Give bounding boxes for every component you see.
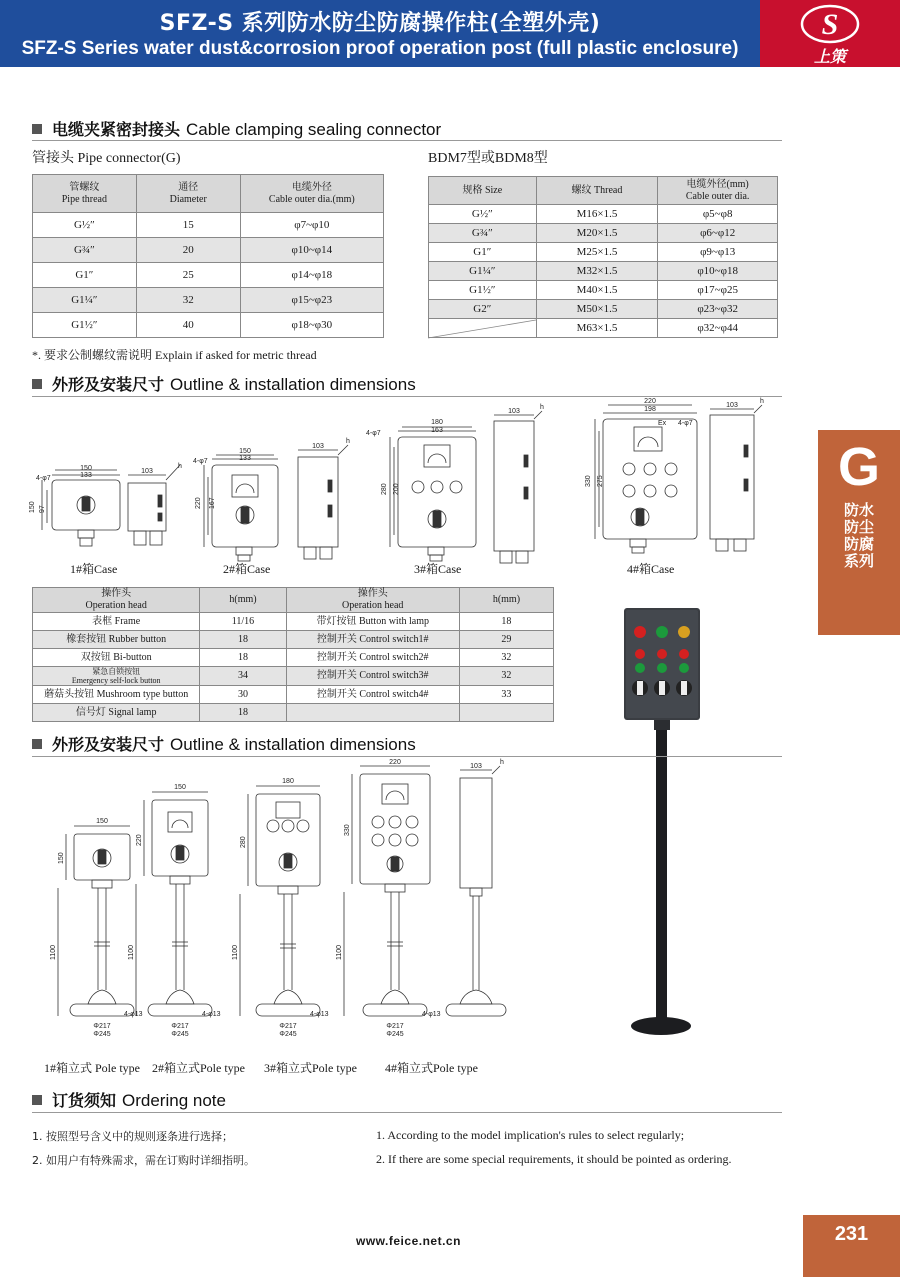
svg-text:Φ217: Φ217 <box>386 1023 404 1030</box>
c1-h1: 150 <box>29 501 36 513</box>
svg-text:Φ217: Φ217 <box>279 1023 297 1030</box>
svg-text:4-φ13: 4-φ13 <box>202 1011 221 1018</box>
website-url[interactable]: www.feice.net.cn <box>356 1234 461 1248</box>
operation-head-table <box>32 587 554 722</box>
table-row <box>33 213 384 238</box>
svg-text:330: 330 <box>344 824 351 836</box>
c2-w2: 133 <box>239 455 251 462</box>
table-cell: 29 <box>459 631 553 649</box>
pipe-connector-table <box>32 174 384 338</box>
table-cell: 控制开关 Control switch3# <box>286 667 459 686</box>
table-cell: M63×1.5 <box>536 319 658 338</box>
table-row <box>429 262 778 281</box>
table-cell: 橡套按钮 Rubber button <box>33 631 200 649</box>
table-cell: φ17~φ25 <box>658 281 778 300</box>
table-cell: φ7~φ10 <box>240 213 383 238</box>
svg-text:Φ245: Φ245 <box>386 1031 404 1038</box>
c3-w2: 163 <box>431 427 443 434</box>
table-header-cell: 电缆外径 Cable outer dia.(mm) <box>240 175 383 213</box>
table-cell: 18 <box>200 704 286 722</box>
c2-hole: 4-φ7 <box>193 458 208 465</box>
svg-text:Φ217: Φ217 <box>93 1023 111 1030</box>
c1-w2: 133 <box>80 472 92 479</box>
c3-h: h <box>540 404 544 411</box>
table-cell: 双按钮 Bi-button <box>33 649 200 667</box>
svg-text:Φ217: Φ217 <box>171 1023 189 1030</box>
c4-h: h <box>760 398 764 405</box>
table-cell: 20 <box>136 238 240 263</box>
c3-h2: 200 <box>393 483 400 495</box>
logo-text: 上策 <box>813 47 846 66</box>
title-en: SFZ-S Series water dust&corrosion proof operation post (full plastic enclosure) <box>21 38 739 59</box>
svg-text:Φ245: Φ245 <box>93 1031 111 1038</box>
category-letter: G <box>837 437 880 497</box>
table-row <box>33 613 554 631</box>
table-cell: 18 <box>200 649 286 667</box>
table-cell <box>459 704 553 722</box>
logo-s-icon <box>760 0 900 48</box>
order-note-en-2: 2. If there are some special requirements, it should be pointed as ordering. <box>376 1152 732 1166</box>
table-cell: M50×1.5 <box>536 300 658 319</box>
svg-text:Φ245: Φ245 <box>171 1031 189 1038</box>
c3-h1: 280 <box>381 483 388 495</box>
page-number: 231 <box>834 1223 869 1245</box>
c1-h2: 97 <box>39 505 46 513</box>
table-cell: φ14~φ18 <box>240 263 383 288</box>
table-cell: 紧急自锁按钮 Emergency self-lock button <box>33 667 200 686</box>
table-header-cell: 通径 Diameter <box>136 175 240 213</box>
table-cell: 30 <box>200 686 286 704</box>
table-cell: φ18~φ30 <box>240 313 383 338</box>
table-cell: M25×1.5 <box>536 243 658 262</box>
table-cell: 表框 Frame <box>33 613 200 631</box>
svg-text:103: 103 <box>470 763 482 770</box>
table-cell: M16×1.5 <box>536 205 658 224</box>
section-heading-outline: 外形及安装尺寸 Outline & installation dimensions <box>32 372 416 395</box>
table-cell: 控制开关 Control switch2# <box>286 649 459 667</box>
table-header-cell: 管螺纹 Pipe thread <box>33 175 137 213</box>
table-cell: φ6~φ12 <box>658 224 778 243</box>
order-note-cn-1: 1. 按照型号含义中的规则逐条进行选择； <box>32 1130 233 1143</box>
table-row <box>429 300 778 319</box>
c4-hole: 4-φ7 <box>678 420 693 427</box>
c4-w2: 198 <box>644 406 656 413</box>
table-cell: G½″ <box>429 205 537 224</box>
c2-h: h <box>346 438 350 445</box>
order-note-en-1: 1. According to the model implication's rules to select regularly; <box>376 1128 685 1142</box>
c2-depth: 103 <box>312 443 324 450</box>
table-cell: φ10~φ14 <box>240 238 383 263</box>
table-cell: G1¼″ <box>33 288 137 313</box>
table-cell: G½″ <box>33 213 137 238</box>
table-cell: φ9~φ13 <box>658 243 778 262</box>
table-cell: G1½″ <box>429 281 537 300</box>
header-bar <box>0 0 760 67</box>
c3-w1: 180 <box>431 419 443 426</box>
svg-text:280: 280 <box>240 836 247 848</box>
c4-depth: 103 <box>726 402 738 409</box>
table-cell: 25 <box>136 263 240 288</box>
c1-depth: 103 <box>141 468 153 475</box>
table-cell: 11/16 <box>200 613 286 631</box>
table-row <box>429 224 778 243</box>
c1-h: h <box>178 463 182 470</box>
c3-hole: 4-φ7 <box>366 430 381 437</box>
svg-text:180: 180 <box>282 778 294 785</box>
case-1-caption: 1#箱Case <box>70 562 118 576</box>
table-row <box>33 263 384 288</box>
metric-thread-footnote: *. 要求公制螺纹需说明 Explain if asked for metric thread <box>32 348 317 362</box>
c2-h1: 220 <box>195 497 202 509</box>
table-header-cell: 螺纹 Thread <box>536 177 658 205</box>
divider <box>32 756 782 757</box>
svg-text:S: S <box>821 8 839 41</box>
page-number-box <box>803 1215 900 1277</box>
table-cell: G1″ <box>33 263 137 288</box>
svg-text:220: 220 <box>136 834 143 846</box>
svg-text:4-φ13: 4-φ13 <box>124 1011 143 1018</box>
operation-post-photo <box>616 608 706 1038</box>
svg-text:Φ245: Φ245 <box>279 1031 297 1038</box>
pole-2-caption: 2#箱立式Pole type <box>152 1061 245 1075</box>
c2-w1: 150 <box>239 448 251 455</box>
section-heading-connector: 电缆夹紧密封接头 Cable clamping sealing connector <box>32 117 441 140</box>
table-cell: φ32~φ44 <box>658 319 778 338</box>
divider <box>32 140 782 141</box>
pole-1-caption: 1#箱立式 Pole type <box>44 1061 140 1075</box>
bdm-table <box>428 176 778 338</box>
divider <box>32 1112 782 1113</box>
case-4-caption: 4#箱Case <box>627 562 675 576</box>
table-cell: G1″ <box>429 243 537 262</box>
table-cell: φ15~φ23 <box>240 288 383 313</box>
table-cell: 32 <box>459 667 553 686</box>
pole-4-caption: 4#箱立式Pole type <box>385 1061 478 1075</box>
table-cell: M20×1.5 <box>536 224 658 243</box>
c4-h1: 330 <box>585 475 592 487</box>
table-cell: 32 <box>136 288 240 313</box>
section-heading-ordering: 订货须知 Ordering note <box>32 1088 226 1111</box>
table-cell: M40×1.5 <box>536 281 658 300</box>
table-cell: 15 <box>136 213 240 238</box>
lamp-red-icon <box>634 626 646 638</box>
table-header-cell: 电缆外径(mm) Cable outer dia. <box>658 177 778 205</box>
title-cn: SFZ-S 系列防水防尘防腐操作柱(全塑外壳) <box>159 11 601 36</box>
table-cell: 18 <box>200 631 286 649</box>
svg-text:150: 150 <box>96 818 108 825</box>
svg-text:1100: 1100 <box>128 944 135 960</box>
case-3-caption: 3#箱Case <box>414 562 462 576</box>
table-row <box>33 313 384 338</box>
table-cell: 控制开关 Control switch4# <box>286 686 459 704</box>
table-cell: φ10~φ18 <box>658 262 778 281</box>
table-cell: 带灯按钮 Button with lamp <box>286 613 459 631</box>
c1-w1: 150 <box>80 465 92 472</box>
table-header-cell: h(mm) <box>200 588 286 613</box>
order-note-cn-2: 2. 如用户有特殊需求，需在订购时详细指明。 <box>32 1154 255 1167</box>
table-row <box>33 631 554 649</box>
svg-text:1100: 1100 <box>336 944 343 960</box>
table-row <box>33 704 554 722</box>
table-row <box>33 686 554 704</box>
table-cell: G¾″ <box>429 224 537 243</box>
category-text: 防水防尘防腐系列 <box>843 501 874 570</box>
table-row <box>429 243 778 262</box>
table-cell: G1¼″ <box>429 262 537 281</box>
table-header-cell: h(mm) <box>459 588 553 613</box>
pole-3-caption: 3#箱立式Pole type <box>264 1061 357 1075</box>
svg-text:1100: 1100 <box>232 944 239 960</box>
table-cell: G2″ <box>429 300 537 319</box>
svg-text:4-φ13: 4-φ13 <box>310 1011 329 1018</box>
table-header-cell: 操作头 Operation head <box>33 588 200 613</box>
svg-text:1100: 1100 <box>50 944 57 960</box>
table-cell: 信号灯 Signal lamp <box>33 704 200 722</box>
c4-h2: 275 <box>597 475 604 487</box>
table-cell: φ5~φ8 <box>658 205 778 224</box>
c4-ex: Ex <box>658 420 667 427</box>
blank-cell-diagonal <box>428 318 536 338</box>
svg-text:h: h <box>500 759 504 766</box>
case-2-caption: 2#箱Case <box>223 562 271 576</box>
c2-h2: 167 <box>209 497 216 509</box>
svg-text:150: 150 <box>58 852 65 864</box>
table-cell: G1½″ <box>33 313 137 338</box>
lamp-green-icon <box>656 626 668 638</box>
table-cell: 蘑菇头按钮 Mushroom type button <box>33 686 200 704</box>
table-row <box>33 288 384 313</box>
table-cell: 18 <box>459 613 553 631</box>
table-cell: 32 <box>459 649 553 667</box>
table-cell: 33 <box>459 686 553 704</box>
table-cell: G¾″ <box>33 238 137 263</box>
c3-depth: 103 <box>508 408 520 415</box>
pole-type-drawings <box>30 760 550 1050</box>
table-header-cell: 操作头 Operation head <box>286 588 459 613</box>
table-row <box>33 238 384 263</box>
table-cell: φ23~φ32 <box>658 300 778 319</box>
category-side-tab <box>818 430 900 635</box>
c1-hole: 4-φ7 <box>36 475 51 482</box>
section-heading-pole: 外形及安装尺寸 Outline & installation dimensions <box>32 732 416 755</box>
case-drawings <box>30 395 810 575</box>
bdm-label: BDM7型或BDM8型 <box>428 151 548 166</box>
brand-logo <box>760 0 900 67</box>
table-cell: 40 <box>136 313 240 338</box>
table-cell: 34 <box>200 667 286 686</box>
table-cell: 控制开关 Control switch1# <box>286 631 459 649</box>
table-row <box>429 205 778 224</box>
table-cell: M32×1.5 <box>536 262 658 281</box>
svg-text:220: 220 <box>389 759 401 766</box>
table-row <box>429 281 778 300</box>
lamp-amber-icon <box>678 626 690 638</box>
table-header-cell: 规格 Size <box>429 177 537 205</box>
svg-text:150: 150 <box>174 784 186 791</box>
table-cell <box>286 704 459 722</box>
svg-text:4-φ13: 4-φ13 <box>422 1011 441 1018</box>
c4-w1: 220 <box>644 398 656 405</box>
table-row <box>33 667 554 686</box>
pipe-connector-label: 管接头 Pipe connector(G) <box>32 151 181 166</box>
table-row <box>33 649 554 667</box>
